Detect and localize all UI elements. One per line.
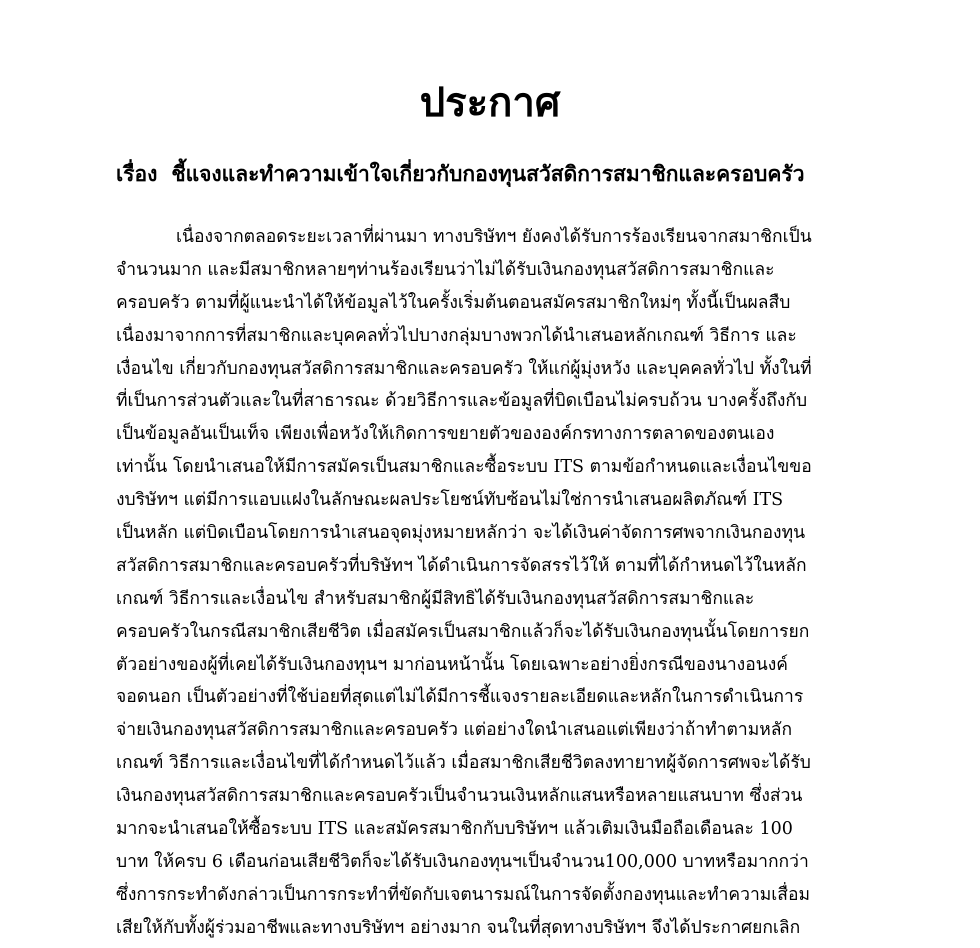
body-line: ซึ่งการกระทำดังกล่าวเป็นการกระทำที่ขัดกับเจตนารมณ์ในการจัดตั้งกองทุนและทำความเสื่อม (116, 884, 811, 905)
body-line: เป็นหลัก แต่บิดเบือนโดยการนำเสนอจุดมุ่งหมายหลักว่า จะได้เงินค่าจัดการศพจากเงินกองทุน (116, 523, 806, 544)
body-line: เนื่องมาจากการที่สมาชิกและบุคคลทั่วไปบางกลุ่มบางพวกได้นำเสนอหลักเกณฑ์ วิธีการ และ (116, 325, 797, 346)
announcement-title: ประกาศ (419, 79, 561, 126)
body-line: เกณฑ์ วิธีการและเงื่อนไขที่ได้กำหนดไว้แล้ว เมื่อสมาชิกเสียชีวิตลงทายาทผู้จัดการศพจะได้รับ (116, 753, 811, 774)
subject-label: เรื่อง (116, 161, 158, 186)
subject-text: ชี้แจงและทำความเข้าใจเกี่ยวกับกองทุนสวัสดิการสมาชิกและครอบครัว (171, 161, 805, 186)
body-line: สวัสดิการสมาชิกและครอบครัวที่บริษัทฯ ได้ดำเนินการจัดสรรไว้ให้ ตามที่ได้กำหนดไว้ในหลัก (116, 555, 807, 576)
body-line: ตัวอย่างของผู้ที่เคยได้รับเงินกองทุนฯ มาก่อนหน้านั้น โดยเฉพาะอย่างยิ่งกรณีของนางอนงค์ (116, 654, 788, 675)
body-line: ครอบครัว ตามที่ผู้แนะนำได้ให้ข้อมูลไว้ในครั้งเริ่มต้นตอนสมัครสมาชิกใหม่ๆ ทั้งนี้เป็นผลสืบ (116, 292, 791, 313)
body-line: บาท ให้ครบ 6 เดือนก่อนเสียชีวิตก็จะได้รับเงินกองทุนฯเป็นจำนวน100,000 บาทหรือมากกว่า (116, 851, 809, 872)
body-line: เสียให้กับทั้งผู้ร่วมอาชีพและทางบริษัทฯ อย่างมาก จนในที่สุดทางบริษัทฯ จึงได้ประกาศยกเลิก (116, 917, 801, 938)
body-line: จอดนอก เป็นตัวอย่างที่ใช้บ่อยที่สุดแต่ไม่ได้มีการชี้แจงรายละเอียดและหลักในการดำเนินการ (116, 687, 804, 708)
body-line: เนื่องจากตลอดระยะเวลาที่ผ่านมา ทางบริษัทฯ ยังคงได้รับการร้องเรียนจากสมาชิกเป็น (176, 227, 812, 247)
body-line: งบริษัทฯ แต่มีการแอบแฝงในลักษณะผลประโยชน์ทับซ้อนไม่ใช่การนำเสนอผลิตภัณฑ์ ITS (116, 490, 784, 511)
body-line: เท่านั้น โดยนำเสนอให้มีการสมัครเป็นสมาชิกและซื้อระบบ ITS ตามข้อกำหนดและเงื่อนไขขอ (116, 457, 812, 478)
body-line: เกณฑ์ วิธีการและเงื่อนไข สำหรับสมาชิกผู้มีสิทธิได้รับเงินกองทุนสวัสดิการสมาชิกและ (116, 588, 755, 609)
body-line: มากจะนำเสนอให้ซื้อระบบ ITS และสมัครสมาชิกกับบริษัทฯ แล้วเติมเงินมือถือเดือนละ 100 (116, 819, 793, 840)
body-line: เงื่อนไข เกี่ยวกับกองทุนสวัสดิการสมาชิกและครอบครัว ให้แก่ผู้มุ่งหวัง และบุคคลทั่วไป ทั้งในที่ (116, 358, 812, 379)
body-paragraph (116, 221, 866, 945)
body-line: ที่เป็นการส่วนตัวและในที่สาธารณะ ด้วยวิธีการและข้อมูลที่บิดเบือนไม่ครบถ้วน บางครั้งถึงกับ (116, 391, 808, 412)
body-line: จ่ายเงินกองทุนสวัสดิการสมาชิกและครอบครัว แต่อย่างใดนำเสนอแต่เพียงว่าถ้าทำตามหลัก (116, 720, 793, 741)
body-line: เงินกองทุนสวัสดิการสมาชิกและครอบครัวเป็นจำนวนเงินหลักแสนหรือหลายแสนบาท ซึ่งส่วน (116, 786, 803, 807)
body-line: จำนวนมาก และมีสมาชิกหลายๆท่านร้องเรียนว่าไม่ได้รับเงินกองทุนสวัสดิการสมาชิกและ (116, 259, 775, 280)
subject-line (116, 158, 805, 190)
body-line: ครอบครัวในกรณีสมาชิกเสียชีวิต เมื่อสมัครเป็นสมาชิกแล้วก็จะได้รับเงินกองทุนนั้นโดยการยก (116, 621, 810, 642)
body-line: เป็นข้อมูลอันเป็นเท็จ เพียงเพื่อหวังให้เกิดการขยายตัวขององค์กรทางการตลาดของตนเอง (116, 424, 775, 445)
